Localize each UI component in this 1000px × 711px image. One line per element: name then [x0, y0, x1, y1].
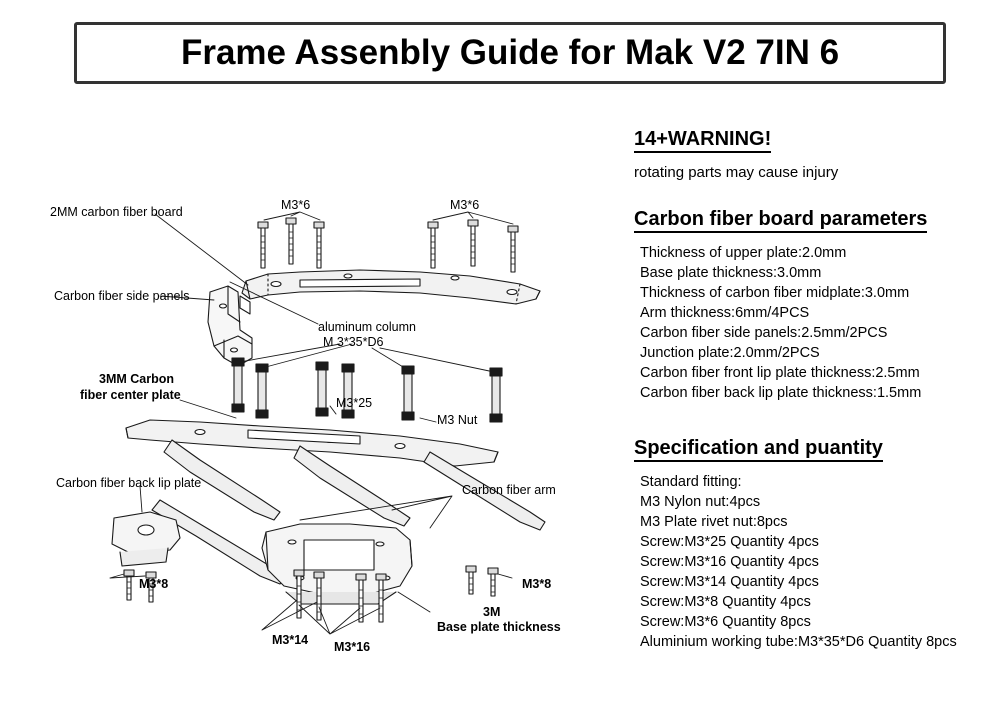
list-item: Screw:M3*25 Quantity 4pcs — [640, 534, 819, 550]
list-item: Screw:M3*14 Quantity 4pcs — [640, 574, 819, 590]
list-item: Thickness of carbon fiber midplate:3.0mm — [640, 285, 910, 301]
specification-heading: Specification and puantity — [634, 437, 883, 462]
list-item: Aluminium working tube:M3*35*D6 Quantity 8pcs — [640, 634, 957, 650]
leader-center-plate — [180, 400, 236, 418]
list-item: Base plate thickness:3.0mm — [640, 265, 822, 281]
label-back-lip-plate: Carbon fiber back lip plate — [56, 476, 202, 490]
label-m3-14: M3*14 — [272, 633, 309, 647]
list-item: Screw:M3*6 Quantity 8pcs — [640, 614, 811, 630]
side-panel-part — [208, 286, 252, 366]
info-column — [634, 128, 986, 652]
base-plate-part — [262, 524, 412, 604]
label-2mm-carbon-board: 2MM carbon fiber board — [50, 205, 183, 219]
specification-list — [640, 472, 986, 652]
list-item: Screw:M3*8 Quantity 4pcs — [640, 594, 811, 610]
top-screws-right — [428, 212, 518, 272]
upper-plate-part — [242, 270, 540, 304]
label-aluminum-column-line1: aluminum column — [318, 320, 416, 334]
title-box — [74, 22, 946, 84]
screws-m3-8-right — [466, 566, 512, 596]
warning-heading: 14+WARNING! — [634, 128, 771, 153]
label-center-plate-line1: 3MM Carbon — [99, 372, 174, 386]
exploded-assembly-diagram — [0, 100, 640, 711]
list-item: Carbon fiber side panels:2.5mm/2PCS — [640, 325, 888, 341]
carbon-params-list — [640, 243, 986, 403]
label-side-panels: Carbon fiber side panels — [54, 289, 190, 303]
label-center-plate-line2: fiber center plate — [80, 388, 181, 402]
list-item: Screw:M3*16 Quantity 4pcs — [640, 554, 819, 570]
list-item: Standard fitting: — [640, 474, 742, 490]
list-item: Carbon fiber back lip plate thickness:1.5mm — [640, 385, 922, 401]
list-item: M3 Nylon nut:4pcs — [640, 494, 761, 510]
warning-text: rotating parts may cause injury — [634, 164, 839, 181]
list-item: Thickness of upper plate:2.0mm — [640, 245, 847, 261]
label-m3-8-right: M3*8 — [522, 577, 552, 591]
label-aluminum-column-line2: M 3*35*D6 — [323, 335, 384, 349]
specification-section — [634, 437, 986, 652]
carbon-params-heading: Carbon fiber board parameters — [634, 208, 927, 233]
warning-section — [634, 128, 986, 182]
list-item: M3 Plate rivet nut:8pcs — [640, 514, 788, 530]
label-base-plate-line2: Base plate thickness — [437, 620, 561, 634]
list-item: Carbon fiber front lip plate thickness:2.5mm — [640, 365, 920, 381]
label-m3-nut: M3 Nut — [437, 413, 478, 427]
list-item: Arm thickness:6mm/4PCS — [640, 305, 810, 321]
label-m3-6-right: M3*6 — [450, 198, 480, 212]
label-m3-16: M3*16 — [334, 640, 371, 654]
back-lip-plate-part — [112, 512, 180, 566]
list-item: Junction plate:2.0mm/2PCS — [640, 345, 820, 361]
carbon-params-section — [634, 208, 986, 403]
top-screws-left — [258, 212, 324, 268]
label-base-plate-line1: 3M — [483, 605, 501, 619]
label-carbon-fiber-arm: Carbon fiber arm — [462, 483, 556, 497]
label-m3-25: M3*25 — [336, 396, 373, 410]
page-title: Frame Assenbly Guide for Mak V2 7IN 6 — [180, 33, 840, 72]
label-m3-6-left: M3*6 — [281, 198, 311, 212]
label-m3-8-left: M3*8 — [139, 577, 169, 591]
leader-upper-plate — [155, 214, 248, 285]
